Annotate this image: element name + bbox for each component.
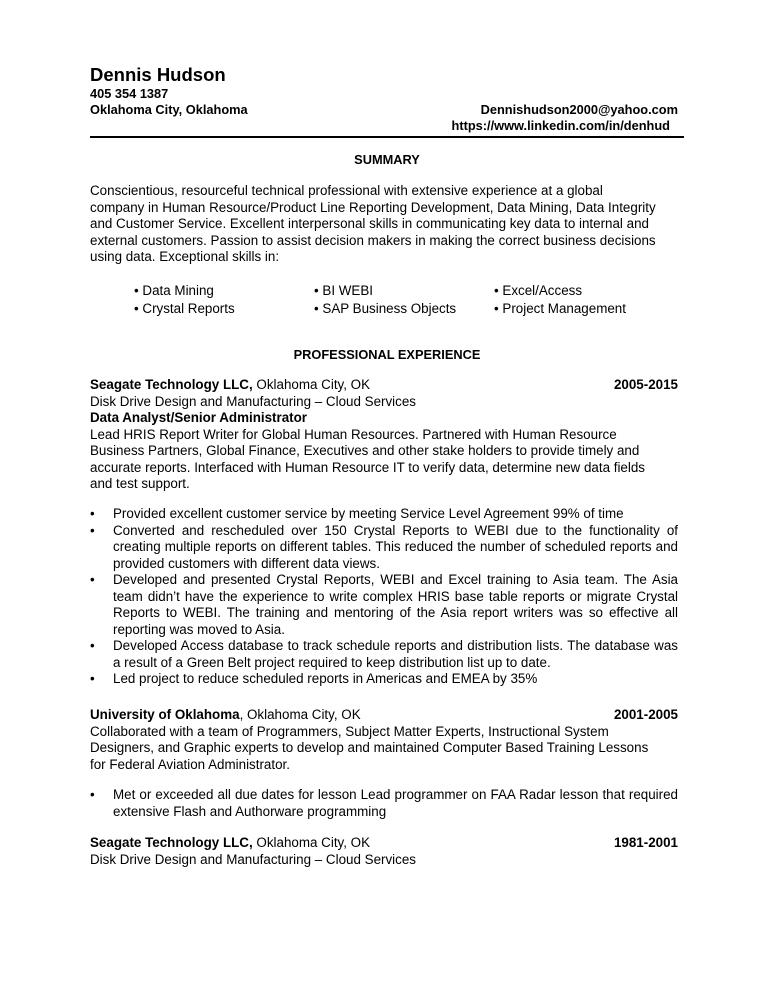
job-seagate-1981: [90, 835, 678, 868]
job-desc-line: Collaborated with a team of Programmers, Subject Matter Experts, Instructional System: [90, 723, 609, 739]
company-location: Oklahoma City, OK: [252, 377, 371, 392]
job-desc-line: Designers, and Graphic experts to develop and maintained Computer Based Training Lessons: [90, 740, 649, 755]
skill-item: • Excel/Access: [494, 283, 583, 298]
summary-heading: SUMMARY: [354, 152, 420, 167]
job-desc-line: accurate reports. Interfaced with Human Resource IT to verify data, determine new data fields: [90, 459, 645, 475]
bullet-glyph: •: [90, 572, 95, 587]
skill-item: • Project Management: [494, 300, 626, 316]
job-university: [90, 707, 678, 773]
job-dates: 2005-2015: [613, 377, 678, 392]
applicant-name: Dennis Hudson: [90, 64, 226, 85]
company-location: Oklahoma City, OK: [252, 835, 371, 850]
phone-number: 405 354 1387: [90, 86, 169, 101]
summary-text: [90, 183, 678, 266]
list-item: • Met or exceeded all due dates for lesson Lead programmer on FAA Radar lesson that required extensive Flash and Authorware programming: [90, 787, 678, 819]
bullet-glyph: •: [90, 638, 95, 653]
skill-item: • Data Mining: [134, 283, 214, 298]
email-address[interactable]: Dennishudson2000@yahoo.com: [480, 102, 678, 117]
list-item: • Provided excellent customer service by meeting Service Level Agreement 99% of time: [90, 506, 624, 521]
company-name: University of Oklahoma: [90, 707, 240, 722]
bullet-glyph: •: [90, 506, 95, 521]
list-item: • Developed and presented Crystal Reports, WEBI and Excel training to Asia team. The Asia team didn’t have the experience to write complex HRIS base table reports or migrate Crystal Reports to WEBI. The training and mentoring of the Asia report writers was so effective all reporting was moved to Asia.: [90, 572, 678, 637]
bullet-glyph: •: [90, 671, 95, 686]
list-item: • Led project to reduce scheduled reports in Americas and EMEA by 35%: [90, 671, 538, 686]
job-seagate-2005-bullets: [90, 506, 678, 688]
skills-grid: [134, 282, 694, 317]
skill-item: • BI WEBI: [314, 283, 374, 298]
job-desc-line: and test support.: [90, 476, 190, 491]
job-desc-line: for Federal Aviation Administrator.: [90, 756, 290, 772]
company-name: Seagate Technology LLC,: [90, 377, 253, 392]
company-name: Seagate Technology LLC,: [90, 835, 253, 850]
location: Oklahoma City, Oklahoma: [90, 102, 248, 117]
job-dates: 1981-2001: [613, 835, 678, 850]
skill-item: • SAP Business Objects: [314, 300, 457, 316]
summary-line: external customers. Passion to assist decision makers in making the correct business decisions: [90, 232, 656, 248]
list-item: • Converted and rescheduled over 150 Crystal Reports to WEBI due to the functionality of creating multiple reports on different tables. This reduced the number of scheduled reports and provided customers with different data views.: [90, 522, 678, 571]
header-divider: [90, 136, 684, 138]
job-desc-line: Lead HRIS Report Writer for Global Human Resources. Partnered with Human Resource: [90, 426, 617, 442]
linkedin-url[interactable]: https://www.linkedin.com/in/denhud: [451, 118, 670, 133]
bullet-glyph: •: [90, 522, 95, 538]
summary-line: company in Human Resource/Product Line Reporting Development, Data Mining, Data Integrity: [90, 199, 656, 215]
summary-line: and Customer Service. Excellent interpersonal skills in communicating key data to internal and: [90, 216, 649, 231]
division: Disk Drive Design and Manufacturing – Cloud Services: [90, 851, 416, 867]
summary-line: using data. Exceptional skills in:: [90, 249, 280, 264]
division: Disk Drive Design and Manufacturing – Cloud Services: [90, 393, 416, 409]
company-location: , Oklahoma City, OK: [239, 707, 361, 722]
summary-line: Conscientious, resourceful technical professional with extensive experience at a global: [90, 183, 603, 198]
job-title: Data Analyst/Senior Administrator: [90, 410, 308, 425]
job-seagate-2005: [90, 377, 678, 493]
list-item: • Developed Access database to track schedule reports and distribution lists. The database was a result of a Green Belt project required to keep distribution list up to date.: [90, 638, 678, 670]
job-desc-line: Business Partners, Global Finance, Executives and other stake holders to provide timely and: [90, 443, 640, 458]
bullet-glyph: •: [90, 787, 95, 802]
job-university-bullets: [90, 787, 678, 820]
skill-item: • Crystal Reports: [134, 300, 235, 316]
experience-heading: PROFESSIONAL EXPERIENCE: [293, 347, 481, 362]
job-dates: 2001-2005: [613, 707, 678, 722]
contact-header: [90, 64, 678, 134]
